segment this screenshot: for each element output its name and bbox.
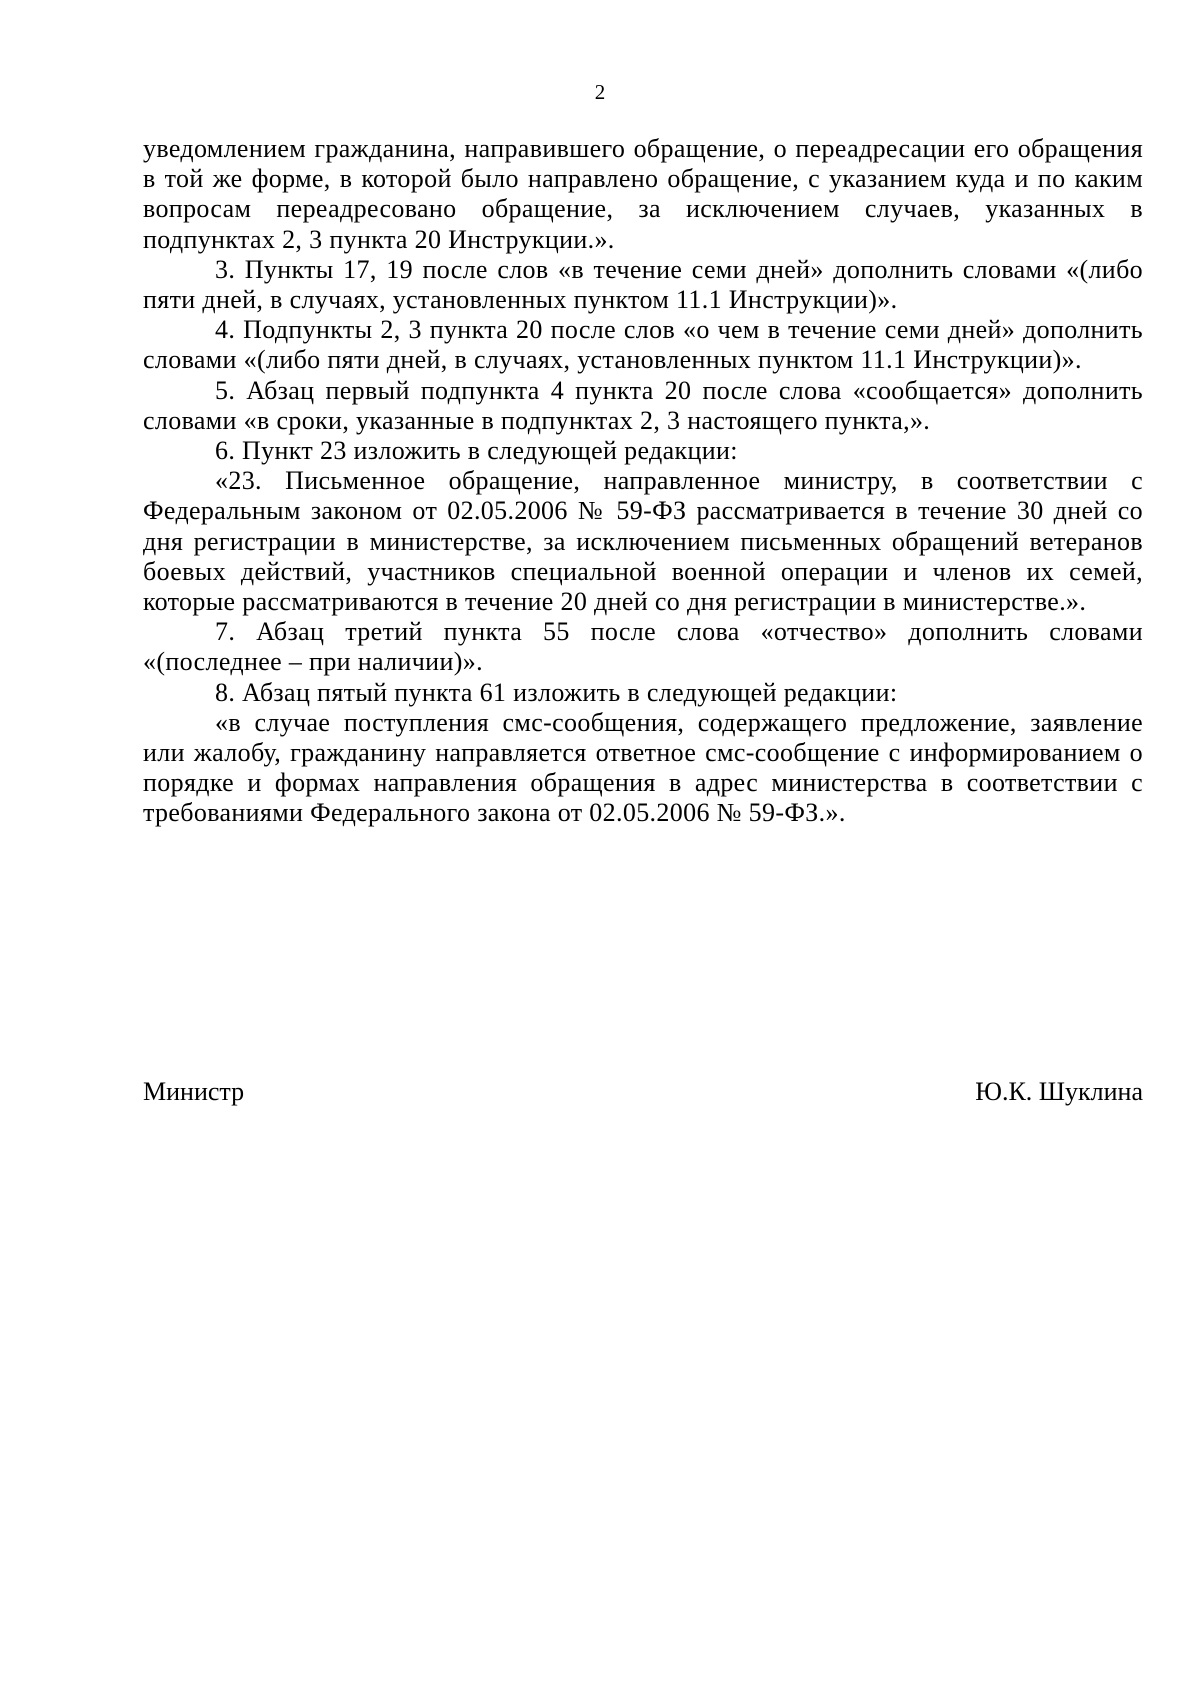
document-body [143, 134, 1143, 829]
paragraph-item-4: 4. Подпункты 2, 3 пункта 20 после слов «о чем в течение семи дней» дополнить словами «(либо пяти дней, в случаях, установленных пунктом 11.1 Инструкции)». [143, 315, 1143, 375]
paragraph-item-6-quote: «23. Письменное обращение, направленное министру, в соответствии с Федеральным законом от 02.05.2006 № 59-ФЗ рассматривается в течение 30 дней со дня регистрации в министерстве, за исключением письменных обращений ветеранов боевых действий, участников специальной военной операции и членов их семей, которые рассматриваются в течение 20 дней со дня регистрации в министерстве.». [143, 466, 1143, 617]
signatory-title: Министр [143, 1077, 245, 1106]
signatory-name: Ю.К. Шуклина [975, 1077, 1143, 1106]
paragraph-item-8-quote: «в случае поступления смс-сообщения, содержащего предложение, заявление или жалобу, гражданину направляется ответное смс-сообщение с информированием о порядке и формах направления обращения в адрес министерства в соответствии с требованиями Федерального закона от 02.05.2006 № 59-ФЗ.». [143, 707, 1143, 828]
paragraph-item-8: 8. Абзац пятый пункта 61 изложить в следующей редакции: [215, 677, 898, 707]
paragraph-item-3: 3. Пункты 17, 19 после слов «в течение семи дней» дополнить словами «(либо пяти дней, в случаях, установленных пунктом 11.1 Инструкции)». [143, 254, 1143, 315]
paragraph-item-6: 6. Пункт 23 изложить в следующей редакции: [215, 436, 738, 466]
page-number: 2 [594, 80, 606, 104]
signature-block [143, 1077, 1143, 1111]
paragraph-item-7: 7. Абзац третий пункта 55 после слова «отчество» дополнить словами «(последнее – при наличии)». [143, 617, 1143, 677]
paragraph-item-5: 5. Абзац первый подпункта 4 пункта 20 после слова «сообщается» дополнить словами «в сроки, указанные в подпунктах 2, 3 настоящего пункта,». [143, 375, 1143, 435]
paragraph-continuation: уведомлением гражданина, направившего обращение, о переадресации его обращения в той же форме, в которой было направлено обращение, с указанием куда и по каким вопросам переадресовано обращение, за исключением случаев, указанных в подпунктах 2, 3 пункта 20 Инструкции.». [143, 134, 1143, 254]
